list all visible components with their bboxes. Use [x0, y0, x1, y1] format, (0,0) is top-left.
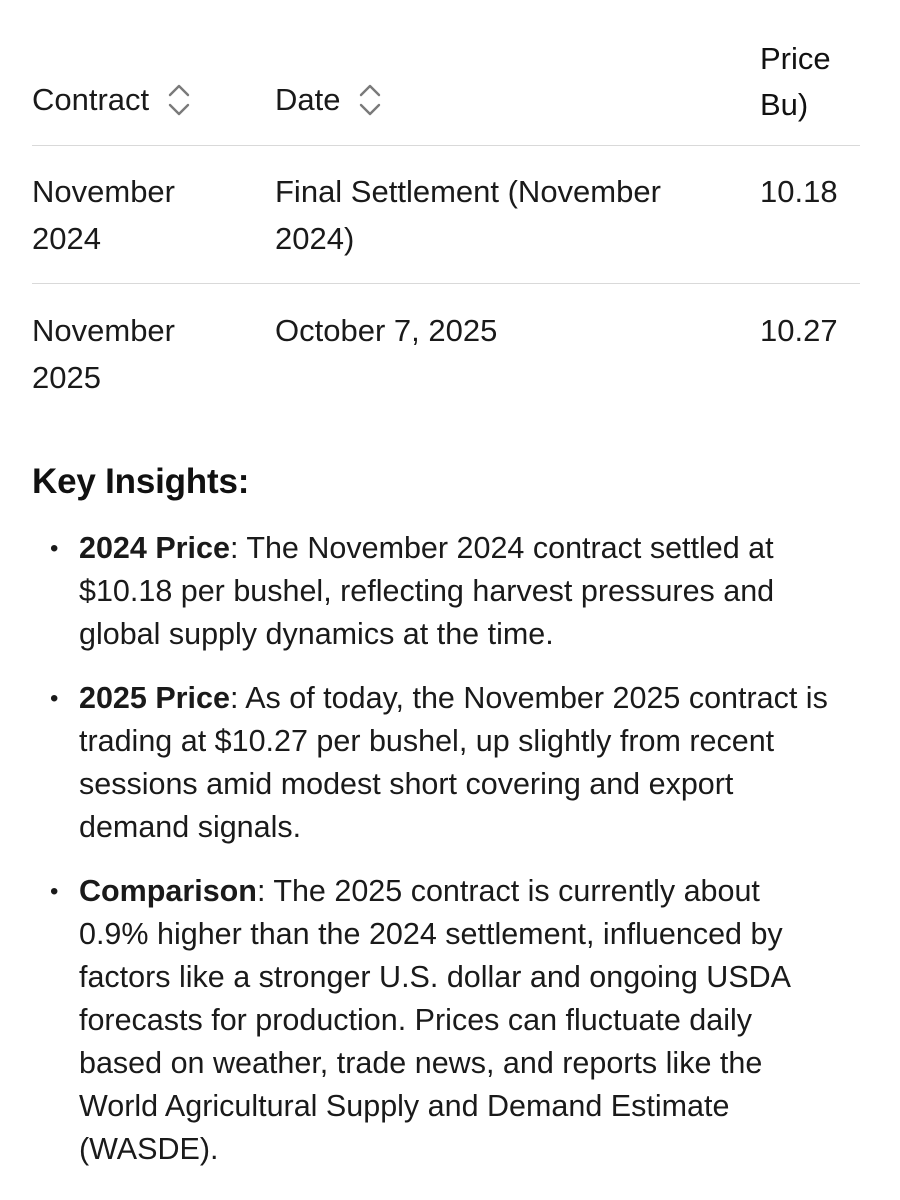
date-column-header[interactable] — [275, 78, 382, 122]
date-cell: October 7, 2025 — [275, 313, 498, 348]
key-insights-heading: Key Insights: — [32, 462, 250, 501]
bullet-dot-icon: • — [50, 535, 59, 562]
price-cell: 10.27 — [760, 313, 838, 348]
insight-text: : As of today, the November 2025 contract is trading at $10.27 per bushel, up slightly from recent sessions amid modest short covering and export demand signals. — [79, 681, 828, 844]
list-item — [0, 527, 860, 656]
table-row — [32, 145, 860, 284]
contract-column-header[interactable] — [32, 78, 191, 122]
insight-label: 2024 Price — [79, 531, 230, 565]
price-cell: 10.18 — [760, 174, 838, 209]
table-row — [32, 284, 860, 420]
price-table — [32, 0, 838, 420]
insights-list — [0, 527, 860, 1192]
date-cell: Final Settlement (November 2024) — [275, 174, 661, 256]
price-column-header[interactable]: Price Bu) — [760, 41, 831, 122]
insight-text: : The November 2024 contract settled at $10.18 per bushel, reflecting harvest pressures and global supply dynamics at the time. — [79, 531, 775, 651]
insight-label: 2025 Price — [79, 681, 230, 715]
insight-text: : The 2025 contract is currently about 0.9% higher than the 2024 settlement, influenced by factors like a stronger U.S. dollar and ongoing USDA forecasts for production. Prices can fluctuate daily based on weather, trade news, and reports like the World Agricultural Supply and Demand Estimate (WASDE). — [79, 874, 790, 1166]
table-header-row — [32, 0, 860, 146]
contract-header-label: Contract — [32, 82, 150, 117]
list-item — [0, 870, 860, 1171]
contract-cell: November 2025 — [32, 313, 175, 395]
sort-updown-icon[interactable] — [167, 83, 191, 117]
list-item — [0, 677, 860, 849]
bullet-dot-icon: • — [50, 685, 59, 712]
contract-cell: November 2024 — [32, 174, 175, 256]
date-header-label: Date — [275, 82, 341, 117]
sort-updown-icon[interactable] — [358, 83, 382, 117]
bullet-dot-icon: • — [50, 878, 59, 905]
insight-label: Comparison — [79, 874, 257, 908]
